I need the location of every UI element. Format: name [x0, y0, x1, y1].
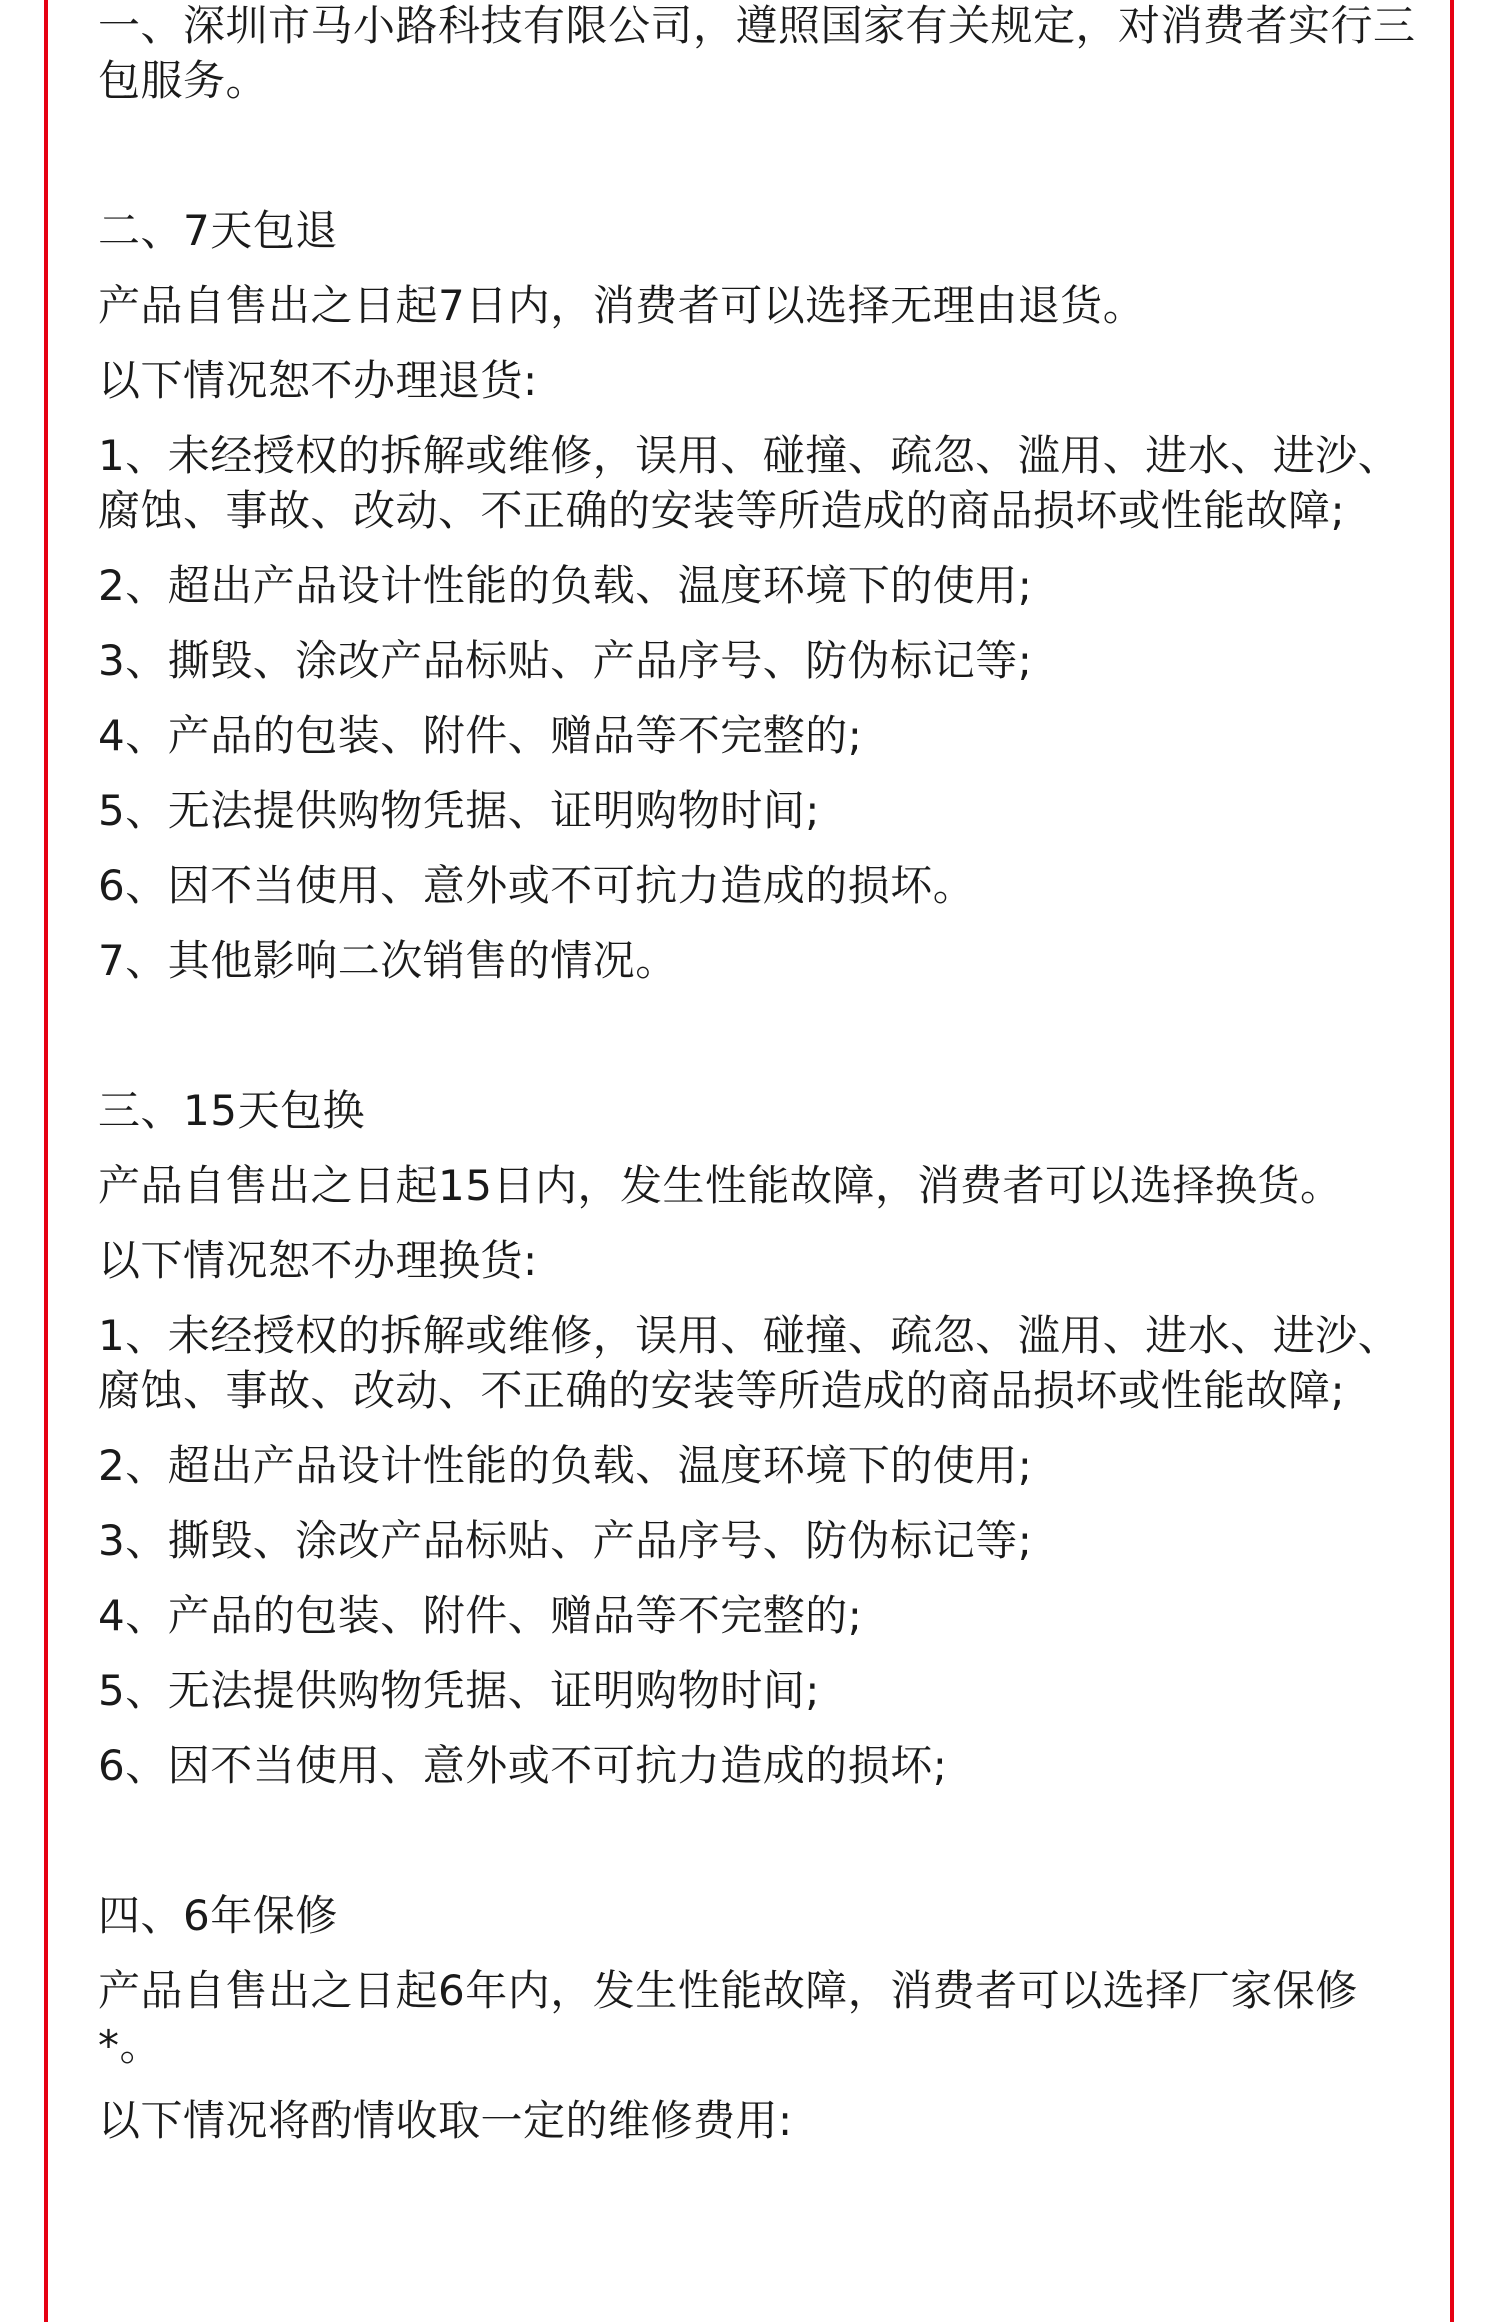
section3-item: 2、超出产品设计性能的负载、温度环境下的使用;	[98, 1441, 1033, 1490]
right-border-line	[1450, 0, 1454, 2322]
section3-item: 3、撕毁、涂改产品标贴、产品序号、防伪标记等;	[98, 1516, 1033, 1565]
section3-item: 1、未经授权的拆解或维修，误用、碰撞、疏忽、滥用、进水、进沙、腐蚀、事故、改动、不正确的安装等所造成的商品损坏或性能故障;	[98, 1311, 1401, 1415]
section3-item: 5、无法提供购物凭据、证明购物时间;	[98, 1666, 820, 1715]
section3-desc: 产品自售出之日起15日内，发生性能故障，消费者可以选择换货。	[98, 1161, 1343, 1210]
section2-item: 2、超出产品设计性能的负载、温度环境下的使用;	[98, 561, 1033, 610]
section2-item: 4、产品的包装、附件、赠品等不完整的;	[98, 711, 863, 760]
section2-desc: 产品自售出之日起7日内，消费者可以选择无理由退货。	[98, 281, 1146, 330]
section4-partial-heading: 以下情况将酌情收取一定的维修费用:	[98, 2096, 793, 2145]
section2-exclusion-heading: 以下情况恕不办理退货:	[98, 356, 538, 405]
section2-item: 3、撕毁、涂改产品标贴、产品序号、防伪标记等;	[98, 636, 1033, 685]
section2-title: 二、7天包退	[98, 206, 338, 255]
section3-title: 三、15天包换	[98, 1086, 365, 1135]
warranty-policy-content	[98, 0, 1418, 2148]
section3-item: 6、因不当使用、意外或不可抗力造成的损坏;	[98, 1741, 948, 1790]
section2-item: 6、因不当使用、意外或不可抗力造成的损坏。	[98, 861, 976, 910]
section3-item: 4、产品的包装、附件、赠品等不完整的;	[98, 1591, 863, 1640]
section2-item: 7、其他影响二次销售的情况。	[98, 936, 678, 985]
left-border-line	[44, 0, 48, 2322]
section2-item: 5、无法提供购物凭据、证明购物时间;	[98, 786, 820, 835]
section4-title: 四、6年保修	[98, 1891, 338, 1940]
section4-desc: 产品自售出之日起6年内，发生性能故障，消费者可以选择厂家保修*。	[98, 1966, 1358, 2070]
section1-intro: 一、深圳市马小路科技有限公司，遵照国家有关规定，对消费者实行三包服务。	[98, 1, 1416, 105]
section2-item: 1、未经授权的拆解或维修，误用、碰撞、疏忽、滥用、进水、进沙、腐蚀、事故、改动、不正确的安装等所造成的商品损坏或性能故障;	[98, 431, 1401, 535]
section3-exclusion-heading: 以下情况恕不办理换货:	[98, 1236, 538, 1285]
